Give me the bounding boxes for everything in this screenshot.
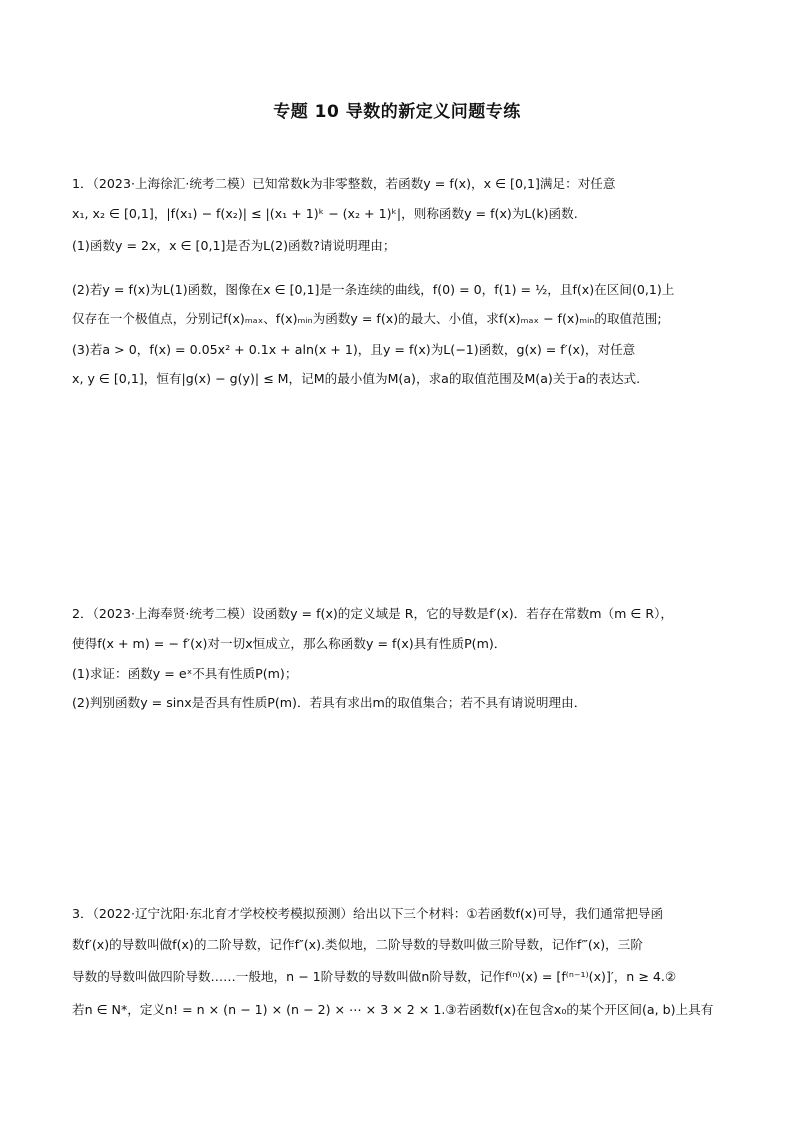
q1-line-3: (1)函数y = 2x，x ∈ [0,1]是否为L(2)函数?请说明理由； [72, 238, 396, 253]
q2-line-3: (1)求证：函数y = eˣ不具有性质P(m)； [72, 666, 298, 681]
q3-line-4: 若n ∈ N*，定义n! = n × (n − 1) × (n − 2) × ⋯ × 3 × 2 × 1.③若函数f(x)在包含x₀的某个开区间(a, b)上具有 [72, 1002, 714, 1017]
q2-line-1: 2．（2023·上海奉贤·统考二模）设函数y = f(x)的定义域是 R，它的导数是f′(x)．若存在常数m（m ∈ R）， [72, 606, 673, 621]
q1-line-6: (3)若a > 0，f(x) = 0.05x² + 0.1x + aln(x + 1)，且y = f(x)为L(−1)函数，g(x) = f′(x)，对任意 [72, 342, 636, 357]
q1-line-4: (2)若y = f(x)为L(1)函数，图像在x ∈ [0,1]是一条连续的曲线，f(0) = 0，f(1) = ½，且f(x)在区间(0,1)上 [72, 282, 675, 297]
q2-line-2: 使得f(x + m) = − f′(x)对一切x恒成立，那么称函数y = f(x)具有性质P(m)． [72, 636, 507, 651]
q3-line-1: 3．（2022·辽宁沈阳·东北育才学校校考模拟预测）给出以下三个材料：①若函数f(x)可导，我们通常把导函 [72, 906, 664, 921]
page-title: 专题 10 导数的新定义问题专练 [273, 102, 521, 122]
q1-line-2: x₁, x₂ ∈ [0,1]，|f(x₁) − f(x₂)| ≤ |(x₁ + 1)ᵏ − (x₂ + 1)ᵏ|，则称函数y = f(x)为L(k)函数. [72, 206, 578, 221]
q2-line-4: (2)判别函数y = sinx是否具有性质P(m)．若具有求出m的取值集合；若不具有请说明理由． [72, 695, 587, 710]
q1-line-7: x, y ∈ [0,1]，恒有|g(x) − g(y)| ≤ M，记M的最小值为M(a)，求a的取值范围及M(a)关于a的表达式. [72, 371, 641, 386]
q1-line-1: 1．（2023·上海徐汇·统考二模）已知常数k为非零整数，若函数y = f(x)，x ∈ [0,1]满足：对任意 [72, 176, 616, 191]
q3-line-2: 数f′(x)的导数叫做f(x)的二阶导数，记作f″(x).类似地，二阶导数的导数叫做三阶导数，记作f‴(x)，三阶 [72, 937, 643, 952]
q3-line-3: 导数的导数叫做四阶导数……一般地，n − 1阶导数的导数叫做n阶导数，记作f⁽ⁿ⁾(x) = [f⁽ⁿ⁻¹⁾(x)]′，n ≥ 4.② [72, 969, 677, 984]
q1-line-5: 仅存在一个极值点，分别记f(x)ₘₐₓ、f(x)ₘᵢₙ为函数y = f(x)的最大、小值，求f(x)ₘₐₓ − f(x)ₘᵢₙ的取值范围; [72, 311, 662, 326]
